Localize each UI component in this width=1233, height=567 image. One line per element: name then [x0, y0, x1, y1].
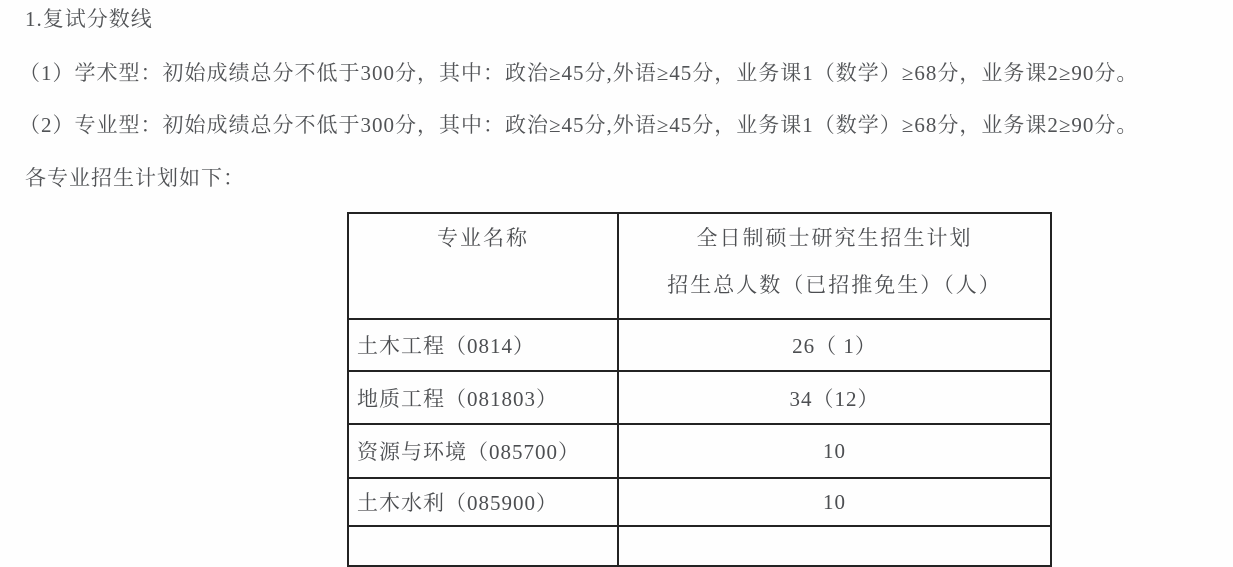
table-row-resources-environment: [348, 424, 1051, 478]
paragraph-professional-type: （2）专业型：初始成绩总分不低于300分，其中：政治≥45分,外语≥45分，业务课1（数学）≥68分，业务课2≥90分。: [19, 113, 1139, 137]
table-header-row: [348, 213, 1051, 319]
header-plan-line1: 全日制硕士研究生招生计划: [696, 226, 973, 250]
enrollment-plan-table: [347, 212, 1052, 567]
major-name-cell-empty: [348, 526, 618, 566]
table-row-civil-hydraulic: [348, 478, 1051, 526]
plan-count-cell: 10: [618, 424, 1051, 478]
table-row-partial-clipped: [348, 526, 1051, 566]
major-name-cell: 资源与环境（085700）: [348, 424, 618, 478]
section-heading: 1.复试分数线: [25, 7, 153, 31]
header-cell-major-name: [348, 213, 618, 319]
table-intro-text: 各专业招生计划如下：: [25, 166, 245, 190]
header-major-name-label: 专业名称: [437, 226, 529, 250]
table-row-geological-engineering: [348, 371, 1051, 424]
major-name-cell: 土木水利（085900）: [348, 478, 618, 526]
header-plan-line2: 招生总人数（已招推免生）（人）: [667, 273, 1002, 297]
paragraph-academic-type: （1）学术型：初始成绩总分不低于300分，其中：政治≥45分,外语≥45分，业务课1（数学）≥68分，业务课2≥90分。: [19, 61, 1139, 85]
plan-count-cell: 26（ 1）: [618, 319, 1051, 371]
table-row-civil-engineering: [348, 319, 1051, 371]
plan-count-cell: 34（12）: [618, 371, 1051, 424]
plan-count-cell-empty: [618, 526, 1051, 566]
plan-count-cell: 10: [618, 478, 1051, 526]
header-cell-plan: [618, 213, 1051, 319]
major-name-cell: 地质工程（081803）: [348, 371, 618, 424]
major-name-cell: 土木工程（0814）: [348, 319, 618, 371]
